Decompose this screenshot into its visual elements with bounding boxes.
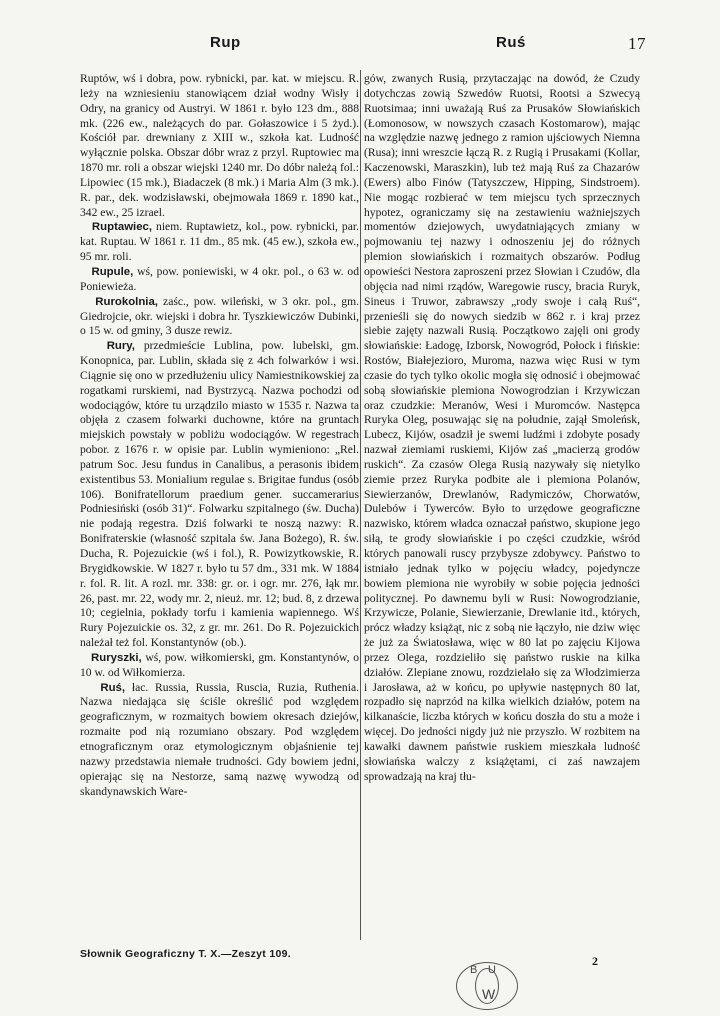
footer-signature-line: Słownik Geograficzny T. X.—Zeszyt 109. xyxy=(80,948,291,960)
page-number: 17 xyxy=(628,34,646,53)
entry-text: gów, zwanych Rusią, przytaczając na dowód, że Czudy dotychczas zowią Szwedów Ruotsi, Rootsi a Szwecyą Ruotsimaa; inni uważają Ruś za Prusaków Słowiańskich (Łomonosow, w nowszych czasach Kostomarow), mając na względzie nazwę jednego z ramion ujściowych Niemna (Rusa); inni wreszcie łączą R. z Rugią i Prusakami (Kollar, Kaczenowski, Maraszkin), lub też mają Ruś za Chazarów (Ewers) albo Finów (Tatyszczew, Hipping, Sindstroem). Nie mogąc rozbierać w tem miejscu tych sprzecznych hypotez, ograniczamy się na zestawieniu ważniejszych momentów dziejowych, uwydatniających zmiany w pojmowaniu tej nazwy i odnoszeniu jej do różnych plemion słowiańskich i rozmaitych obszarów. Podług opowieści Nestora zaproszeni przez Słowian i Czudów, dla objęcia nad nimi rządów, Waregowie ruscy, bracia Ruryk, Sineus i Truwor, zabrawszy „rody swoje i całą Ruś“, przenieśli się do nowych siedzib w 862 r. i kraj przez siebie zajęty nazwali Rusią. Początkowo zajęli oni grody słowiańskie: Ładogę, Izborsk, Nowogród, Połock i fińskie: Rostów, Białejezioro, Muroma, nazwa więc Rusi w tym czasie do tych tylko okolic mogła się odnosić i obejmować sobą słowiańskie plemiona Nowogrodzian i Krzywiczan oraz czudzkie: Meranów, Wesi i Muromców. Następca Ruryka Oleg, posuwając się na południe, zajął Smoleńsk, Lubecz, Kijów, osadził je swemi ludźmi i zdobyte posady nazwał ziemiami ruskiemi, Kijów zaś „macierzą grodów ruskich“. Za czasów Olega Rusią nazywały się nietylko ziemie przez Ruryka podbite ale i plemiona Polanów, Siewierzanów, Drewlanów, Radymiczów, Chorwatów, Dulebów i Tywerców. Było to urzędowe geograficzne nazwisko, którem władca oznaczał państwo, skupione jego siłą, te grody słowiańskie i po części czudzkie, wśród których panowali ruscy przybysze zdobywcy. Państwo to istniało jednak tylko w pojęciu władcy, pojedyncze bowiem plemiona nie wyrobiły w sobie pojęcia jedności politycznej. Po dawnemu byli w Rusi: Nowogrodzianie, Krzywicze, Polanie, Siewierzanie, Drewlanie itd., których, prócz władzy książąt, nic z sobą nie łączyło, nie dziw więc że już za Światosława, więc w 80 lat po zajęciu Kijowa przez Olega, rozdzieliło się państwo ruskie na kilka działów. Zlepiane znowu, rozdzielało się za Włodzimierza i Jarosława, aż w końcu, po upływie następnych 80 lat, rozpadło się naprzód na kilka wielkich działów, potem na kilkanaście, liczba których w końcu doszła do stu a może i więcej. Do jedności nigdy już nie przyszło. W rozbitem na kawałki dawnem państwie ruskiem mieszkała ludność słowiańska walczy z książętami, ci zaś nawzajem sprowadzają na kraj tłu- xyxy=(364,72,640,783)
entry-text: zaśc., pow. wileński, w 3 okr. pol., gm. Giedrojcie, okr. wiejski i dobra hr. Tyszkiewiczów Dubinki, o 15 w. od gminy, 3 dusze rewiz. xyxy=(80,294,359,338)
running-head-center: Ruś xyxy=(496,34,526,51)
left-column xyxy=(80,72,359,799)
column-divider xyxy=(360,70,361,940)
entry-text: łac. Russia, Russia, Ruscia, Ruzia, Ruthenia. Nazwa niedająca się ściśle określić pod względem geograficznym, w rozmaitych bowiem okresach dziejów, rozmaite pod nią rozumiano obszary. Pod względem etnograficznym oraz etymologicznym objaśnienie tej nazwy przedstawia niemałe trudności. Gdy bowiem jedni, opierając się na Nestorze, samą nazwę wywodzą od skandynawskich Ware- xyxy=(80,680,359,798)
entry-head: Ruryszki, xyxy=(91,651,142,664)
entry-head: Rury, xyxy=(106,340,135,353)
entry-head: Rupule, xyxy=(91,265,134,278)
entry-text: niem. Ruptawietz, kol., pow. rybnicki, par. kat. Ruptau. W 1861 r. 11 dm., 85 mk. (45 ew.), szkoła ew., 95 mr. roli. xyxy=(80,220,359,264)
entry-ruptow xyxy=(80,72,359,220)
stamp-letter: U xyxy=(488,964,496,976)
entry-text: wś, pow. poniewiski, w 4 okr. pol., o 63 w. od Poniewieża. xyxy=(80,264,359,293)
right-column xyxy=(364,72,640,785)
entry-ruptawiec xyxy=(80,220,359,265)
running-head-left: Rup xyxy=(210,34,241,51)
entry-rupule xyxy=(80,265,359,295)
entry-ruryszki xyxy=(80,651,359,681)
entry-head: Ruptawiec, xyxy=(91,221,153,234)
printer-signature-mark: 2 xyxy=(592,954,598,968)
entry-text: przedmieście Lublina, pow. lubelski, gm. Konopnica, par. Lublin, składa się z 4ch folwarków i wsi. Ciągnie się ono w przedłużeniu ulicy Namiestnikowskiej za rogatkami rurskiemi, nad Bystrzycą. Nazwa pochodzi od wodociągów, które tu urządzilo miasto w 1535 r. Nazwa ta objęła z czasem folwarki duchowne, które na gruntach miejskich powstały w pobliżu wodociągów. W regestrach pobor. z 1676 r. w opisie par. Lublin wymieniono: „Rel. patrum Soc. Jesu fundus in Canalibus, a perasonis ibidem existentibus 53. Monialium regulae s. Brigitae fundus (osób 106). Bonifratellorum praedium gener. succamerarius Podniesiński (osób 31)“. Folwarku szpitalnego (św. Ducha) nie podają regestra. Dziś folwarki te noszą nazwy: R. Bonifraterskie (własność szpitala św. Jana Bożego), R. św. Ducha, R. Pojezuickie (wś i fol.), R. Powizytkowskie, R. Brygidkowskie. W 1827 r. było tu 57 dm., 331 mk. W 1884 r. fol. R. lit. A rozl. mr. 338: gr. or. i ogr. mr. 276, łąk mr. 26, past. mr. 22, wody mr. 2, nieuż. mr. 12; bud. 8, z drzewa 10; cegielnia, pokłady torfu i kamienia wapiennego. Wś Rury Pojezuickie os. 32, z gr. mr. 261. Do R. Pojezuickich należał też fol. Konstantynów (ob.). xyxy=(80,339,359,650)
entry-text: wś, pow. wiłkomierski, gm. Konstantynów, o 10 w. od Wiłkomierza. xyxy=(80,650,359,679)
entry-rury xyxy=(80,339,359,651)
entry-rus xyxy=(80,681,359,800)
entry-head: Ruś, xyxy=(100,681,126,694)
entry-rus-continued xyxy=(364,72,640,785)
entry-rurokolnia xyxy=(80,295,359,340)
stamp-letter: B xyxy=(470,964,478,976)
entry-text: Ruptów, wś i dobra, pow. rybnicki, par. kat. w miejscu. R. leży na wzniesieniu stanowiącem dział wodny Wisły i Odry, na granicy od Austryi. W 1861 r. było 123 dm., 888 mk. (226 ew., należących do par. Gołaszowice i 5 żyd.). Kościół par. drewniany z XIII w., szkoła kat. Ludność wyłącznie polska. Obszar dóbr wraz z przyl. Ruptowiec ma 1870 mr. roli a obszar wiejski 1240 mr. Do dóbr należą fol.: Lipowiec (15 mk.), Biadaczek (8 mk.) i Maria Alm (3 mk.). R. par., dek. wodzisławski, obejmowała 1869 r. 1890 kat., 342 ew., 25 izrael. xyxy=(80,72,359,219)
stamp-letter: W xyxy=(482,986,496,1002)
entry-head: Rurokolnia, xyxy=(95,295,158,308)
